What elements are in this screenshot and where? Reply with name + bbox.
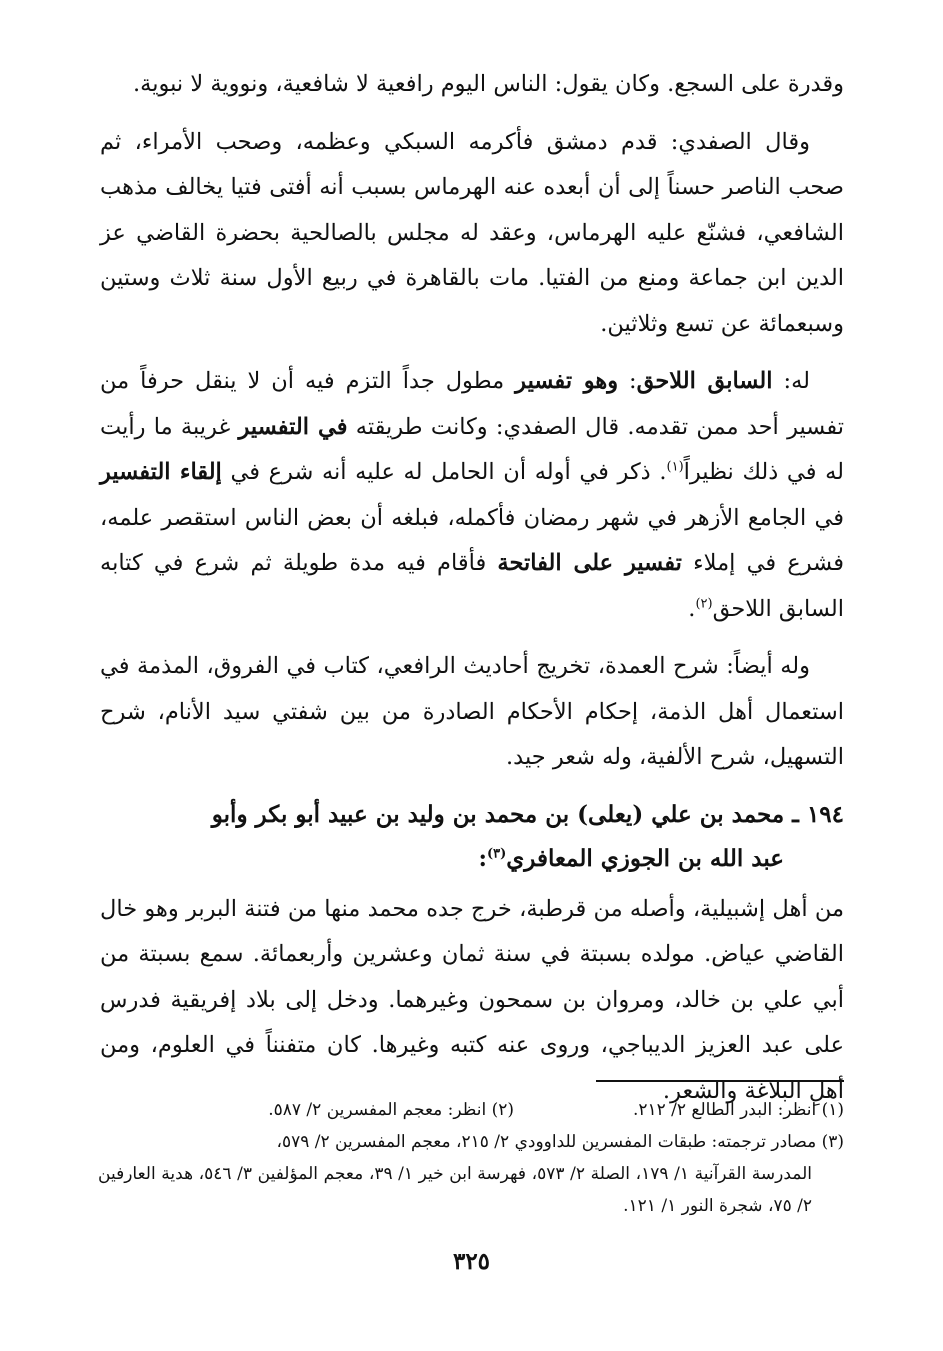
- entry-194-line1: ١٩٤ ـ محمد بن علي (يعلى) بن محمد بن وليد بن عبيد أبو بكر وأبو: [211, 800, 844, 828]
- p3-l: فأقام فيه مدة طويلة ثم شرع في كتابه السابق اللاحق: [100, 550, 844, 622]
- p3-g: غريبة ما رأيت له في ذلك نظيراً: [100, 413, 845, 485]
- p3-i-bold: إلقاء التفسير: [100, 459, 222, 485]
- paragraph-1: [100, 62, 844, 108]
- footnote-ref-3[interactable]: (٣): [486, 845, 507, 861]
- footnote-ref-1[interactable]: (١): [666, 459, 684, 475]
- footnote-3-rest: المدرسة القرآنية ١/ ١٧٩، الصلة ٢/ ٥٧٣، فهرسة ابن خير ١/ ٣٩، معجم المؤلفين ٣/ ٥٤٦، هدية العارفين ٢/ ٧٥، شجرة النور ١/ ١٢١.: [98, 1164, 813, 1216]
- paragraph-4-text: وله أيضاً: شرح العمدة، تخريج أحاديث الرافعي، كتاب في الفروق، المذمة في استعمال أهل الذمة، إحكام الأحكام الصادرة من بين شفتي سيد الأنام، شرح التسهيل، شرح الألفية، وله شعر جيد.: [100, 653, 844, 770]
- footnote-ref-2[interactable]: (٢): [695, 596, 713, 611]
- p3-k-bold: تفسير على الفاتحة: [497, 550, 682, 576]
- p3-e: مطول جداً التزم فيه أن لا ينقل حرفاً من تفسير أحد ممن تقدمه. قال الصفدي: وكانت طريقته: [100, 368, 844, 440]
- book-title-sabiq-lahiq: السابق اللاحق: [636, 368, 773, 394]
- entry-194-colon: :: [478, 844, 487, 872]
- p3-d-bold: وهو تفسير: [515, 368, 619, 394]
- p3-c: :: [618, 368, 637, 394]
- paragraph-2: [100, 120, 844, 348]
- p3-h: . ذكر في أوله أن الحامل له عليه أنه شرع في: [221, 459, 667, 485]
- footnotes-row-1: [98, 1094, 844, 1126]
- paragraph-1-text: وقدرة على السجع. وكان يقول: الناس اليوم رافعية لا شافعية، ونووية لا نبوية.: [133, 71, 844, 97]
- entry-194-line2: عبد الله بن الجوزي المعافري: [506, 844, 784, 872]
- footnote-2: (٢) انظر: معجم المفسرين ٢/ ٥٨٧.: [268, 1100, 514, 1120]
- entry-194-line2-wrap: [100, 837, 844, 881]
- p3-f-bold: في التفسير: [238, 413, 348, 440]
- footnotes: [98, 1094, 844, 1222]
- p3-j: في الجامع الأزهر في شهر رمضان فأكمله، فبلغه أن بعض الناس استقصر علمه، فشرع في إملاء: [100, 504, 844, 576]
- page-number: ٣٢٥: [452, 1248, 491, 1275]
- footnote-divider: [596, 1080, 844, 1082]
- paragraph-2-text: وقال الصفدي: قدم دمشق فأكرمه السبكي وعظمه، وصحب الأمراء، ثم صحب الناصر حسناً إلى أن أبعده عنه الهرماس بسبب أنه أفتى فتيا يخالف مذهب الشافعي، فشنّع عليه الهرماس، وعقد له مجلس بالصالحية بحضرة القاضي عز الدين ابن جماعة ومنع من الفتيا. مات بالقاهرة في ربيع الأول سنة ثلاث وستين وسبعمائة عن تسع وثلاثين.: [100, 128, 844, 337]
- page-body: [100, 62, 844, 1126]
- p3-m: .: [688, 595, 696, 622]
- paragraph-5-text: من أهل إشبيلية، وأصله من قرطبة، خرج جده محمد منها من فتنة البربر وهو خال القاضي عياض. مولده بسبتة في سنة ثمان وعشرين وأربعمائة. سمع بسبتة من أبي علي بن خالد، ومروان بن سمحون وغيرهما. ودخل إلى بلاد إفريقية فدرس على عبد العزيز الديباجي، وروى عنه كتبه وغيرها. كان متفنناً في العلوم، ومن أهلِ البلاغة والشعر.: [100, 895, 844, 1104]
- footnote-1: (١) انظر: البدر الطالع ٢/ ٢١٢.: [632, 1100, 844, 1120]
- paragraph-3: [100, 359, 844, 632]
- p3-a: له:: [772, 368, 811, 394]
- footnote-3: [98, 1126, 844, 1222]
- footnote-3-line1: (٣) مصادر ترجمته: طبقات المفسرين للداوودي ٢/ ٢١٥، معجم المفسرين ٢/ ٥٧٩،: [276, 1132, 844, 1152]
- entry-194-heading: [100, 793, 844, 881]
- paragraph-4: [100, 644, 844, 781]
